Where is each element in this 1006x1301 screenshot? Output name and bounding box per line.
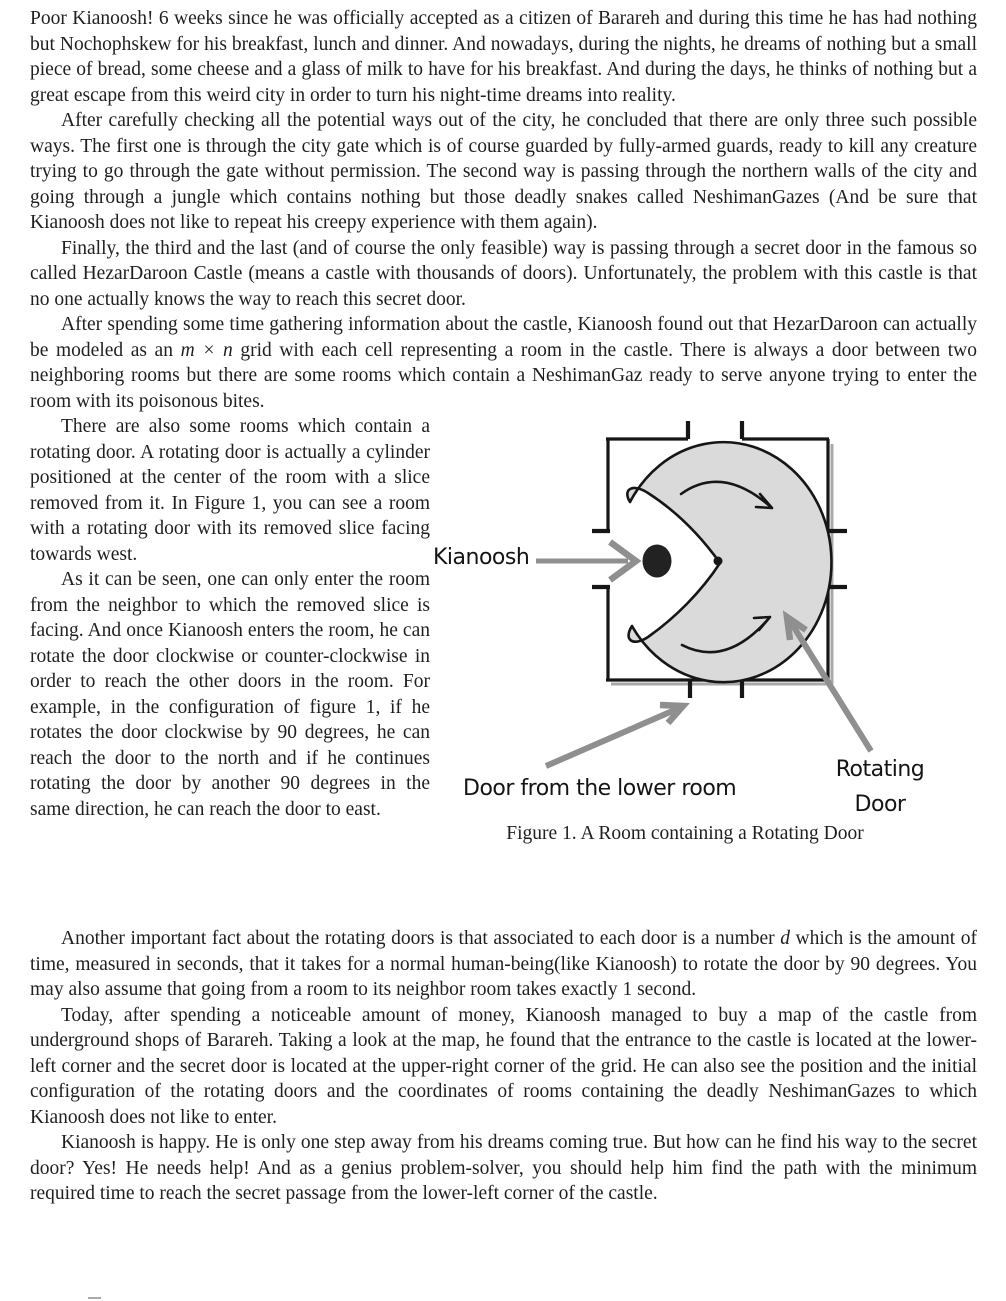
figure-1	[430, 414, 977, 926]
paragraph-7-text-b: which is the amount of time, measured in seconds, that it takes for a normal human-being(like Kianoosh) to rotate the door by 90 degrees. You may also assume that going from a room to its neighbor room takes exactly 1 second.	[30, 928, 977, 1000]
paragraph-4-text-a: After spending some time gathering information about the castle, Kianoosh found out that HezarDaroon can actually be modeled as an	[30, 314, 977, 361]
paragraph-6: As it can be seen, one can only enter the room from the neighbor to which the removed slice is facing. And once Kianoosh enters the room, he can rotate the door clockwise or counter-clockwise in order to reach the other doors in the room. For example, in the configuration of figure 1, if he rotates the door clockwise by 90 degrees, he can reach the door to the north and if he continues rotating the door by another 90 degrees in the same direction, he can reach the door to east.	[30, 569, 430, 820]
figure-wrap-section	[30, 414, 977, 844]
paragraph-5: There are also some rooms which contain a rotating door. A rotating door is actually a cylinder positioned at the center of the room with a slice removed from it. In Figure 1, you can see a room with a rotating door with its removed slice facing towards west.	[30, 416, 430, 565]
cutoff-text-artifact	[88, 1297, 101, 1299]
paragraph-8: Today, after spending a noticeable amount of money, Kianoosh managed to buy a map of the castle from underground shops of Barareh. Taking a look at the map, he found that the entrance to the castle is located at the lower-left corner and the secret door is located at the upper-right corner of the grid. He can also see the position and the initial configuration of the rotating doors and the coordinates of rooms containing the deadly NeshimanGazes to which Kianoosh does not like to enter.	[30, 1004, 977, 1128]
paragraph-7	[30, 926, 977, 1003]
lower-door-arrow	[546, 709, 677, 766]
figure-label-rotating-line1: Rotating	[835, 757, 925, 782]
kianoosh-dot	[643, 545, 672, 578]
figure-label-lower-door: Door from the lower room	[463, 776, 737, 801]
rotating-door-diagram	[430, 414, 977, 926]
paragraph-9: Kianoosh is happy. He is only one step away from his dreams coming true. But how can he find his way to the secret door? Yes! He needs help! And as a genius problem-solver, you should help him find the path with the minimum required time to reach the secret passage from the lower-left corner of the castle.	[30, 1132, 977, 1204]
paragraph-1: Poor Kianoosh! 6 weeks since he was officially accepted as a citizen of Barareh and during this time he has had nothing but Nochophskew for his breakfast, lunch and dinner. And nowadays, during the nights, he dreams of nothing but a small piece of bread, some cheese and a glass of milk to have for his breakfast. And during the days, he thinks of nothing but a great escape from this weird city in order to turn his night-time dreams into reality.	[30, 8, 977, 106]
figure-label-rotating-line2: Door	[854, 792, 906, 817]
paragraph-7-text-a: Another important fact about the rotating doors is that associated to each door is a number	[61, 928, 781, 949]
math-m-times-n: m × n	[180, 339, 233, 361]
pivot-dot	[714, 557, 723, 566]
paragraph-2: After carefully checking all the potential ways out of the city, he concluded that there are only three such possible ways. The first one is through the city gate which is of course guarded by fully-armed guards, ready to kill any creature trying to go through the gate without permission. The second way is passing through the northern walls of the city and going through a jungle which contains nothing but those deadly snakes called NeshimanGazes (And be sure that Kianoosh does not like to repeat his creepy experience with them again).	[30, 110, 977, 233]
figure-label-kianoosh: Kianoosh	[433, 545, 530, 570]
paragraph-4-text-b: grid with each cell representing a room in the castle. There is always a door between two neighboring rooms but there are some rooms which contain a NeshimanGaz ready to serve anyone trying to enter the room with its poisonous bites.	[30, 339, 977, 412]
paragraph-3: Finally, the third and the last (and of course the only feasible) way is passing through a secret door in the famous so called HezarDaroon Castle (means a castle with thousands of doors). Unfortunately, the problem with this castle is that no one actually knows the way to reach this secret door.	[30, 237, 977, 310]
paragraph-4	[30, 312, 977, 414]
figure-label-rotating-door	[826, 752, 934, 822]
figure-caption: Figure 1. A Room containing a Rotating Door	[506, 823, 864, 844]
math-d: d	[780, 928, 790, 949]
